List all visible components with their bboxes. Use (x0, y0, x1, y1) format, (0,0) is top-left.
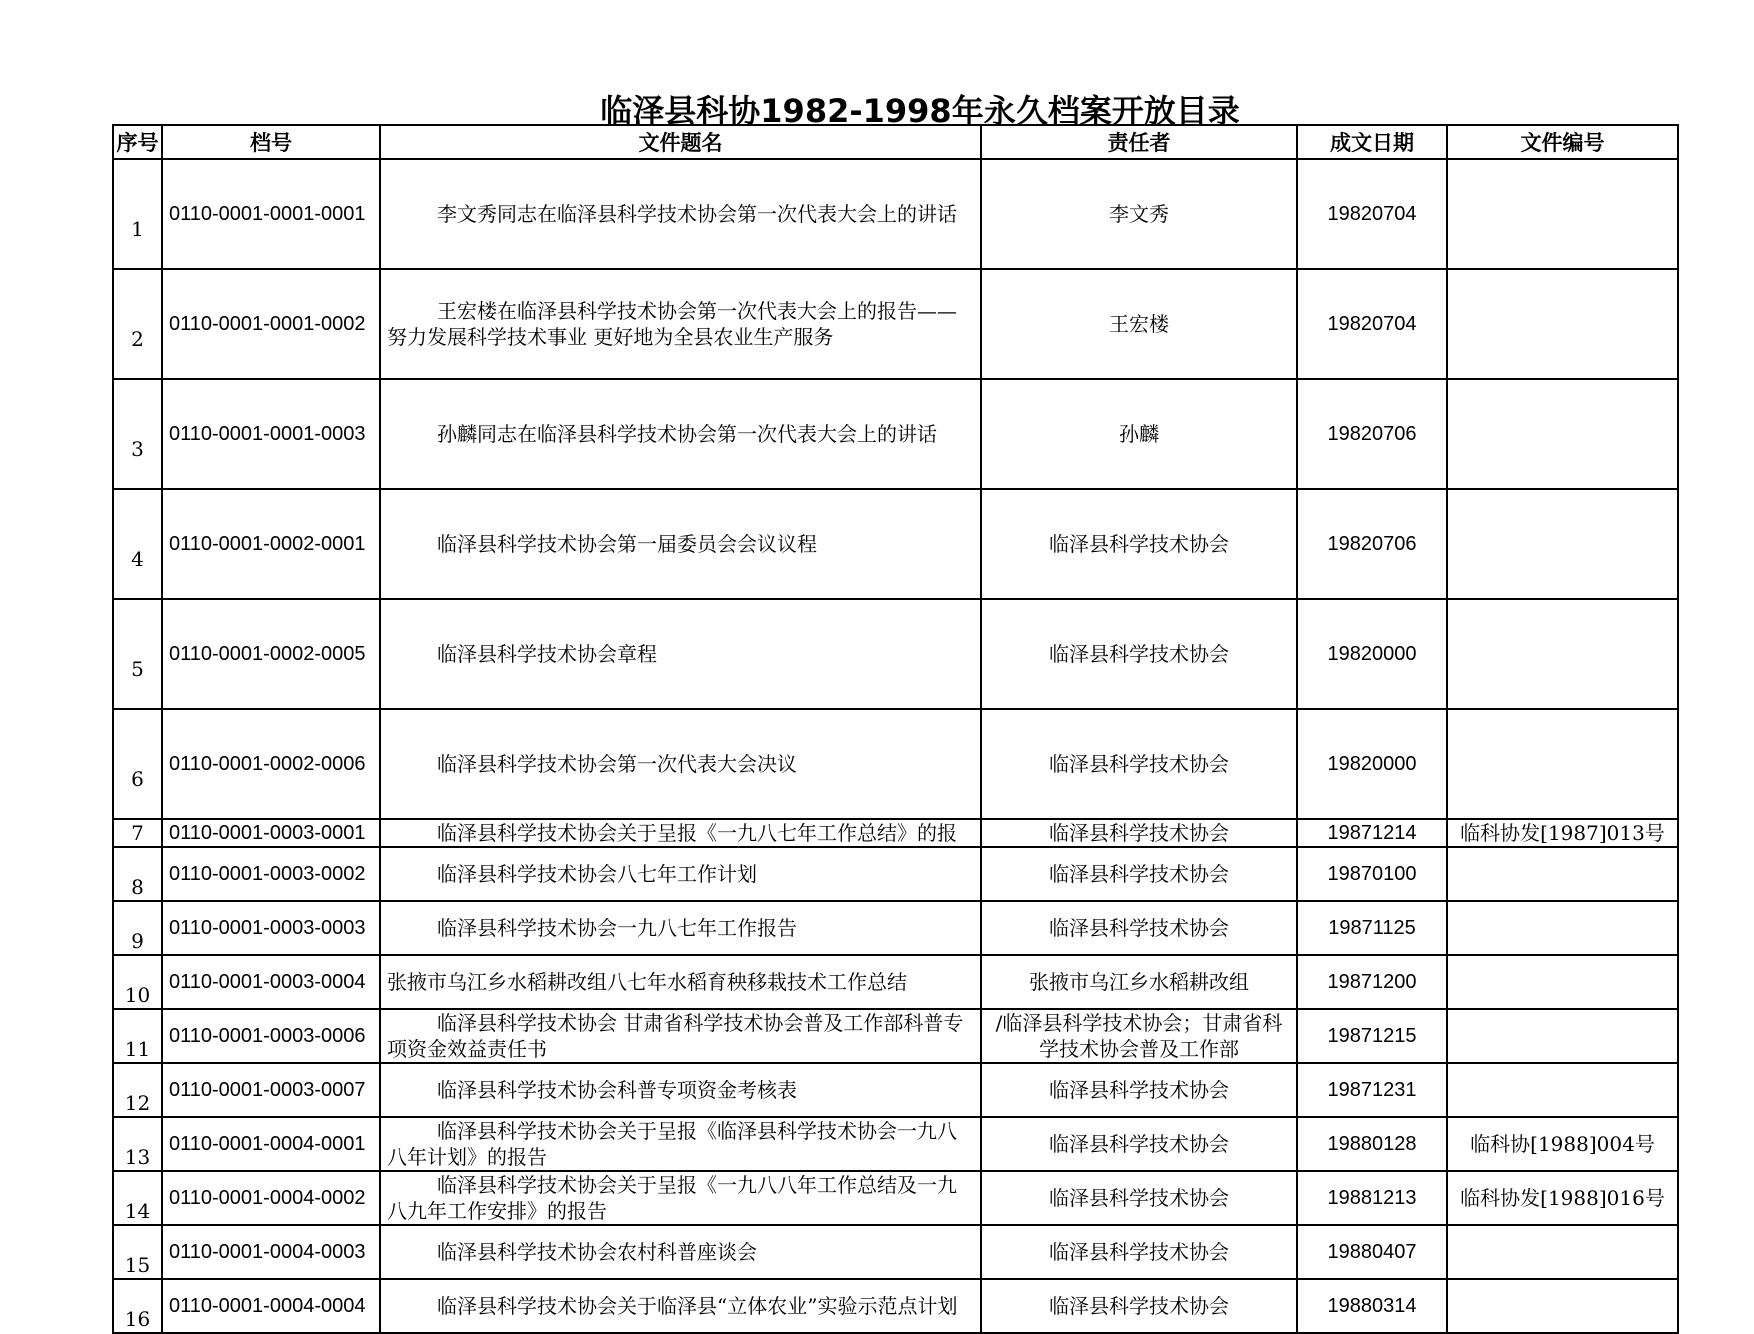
row-number (1447, 1225, 1678, 1279)
row-code: 0110-0001-0001-0002 (162, 269, 380, 379)
row-code: 0110-0001-0001-0003 (162, 379, 380, 489)
table-row (113, 819, 1678, 847)
row-number (1447, 599, 1678, 709)
row-date: 19820000 (1297, 709, 1447, 819)
row-date: 19820704 (1297, 159, 1447, 269)
row-date: 19871125 (1297, 901, 1447, 955)
row-author: 临泽县科学技术协会 (981, 1171, 1297, 1225)
row-code: 0110-0001-0003-0001 (162, 819, 380, 847)
row-seq: 11 (113, 1009, 162, 1063)
row-seq: 3 (113, 379, 162, 489)
row-title: 临泽县科学技术协会章程 (380, 599, 981, 709)
row-date: 19820000 (1297, 599, 1447, 709)
row-title: 临泽县科学技术协会农村科普座谈会 (380, 1225, 981, 1279)
row-code: 0110-0001-0002-0001 (162, 489, 380, 599)
row-number (1447, 489, 1678, 599)
row-number (1447, 1009, 1678, 1063)
row-code: 0110-0001-0004-0002 (162, 1171, 380, 1225)
row-author: 孙麟 (981, 379, 1297, 489)
row-number (1447, 159, 1678, 269)
row-title: 李文秀同志在临泽县科学技术协会第一次代表大会上的讲话 (380, 159, 981, 269)
row-code: 0110-0001-0003-0007 (162, 1063, 380, 1117)
table-row (113, 599, 1678, 709)
row-title: 王宏楼在临泽县科学技术协会第一次代表大会上的报告——努力发展科学技术事业 更好地为全县农业生产服务 (380, 269, 981, 379)
row-title: 张掖市乌江乡水稻耕改组八七年水稻育秧移栽技术工作总结 (380, 955, 981, 1009)
row-date: 19880314 (1297, 1279, 1447, 1333)
column-header-title: 文件题名 (380, 125, 981, 159)
row-number: 临科协[1988]004号 (1447, 1117, 1678, 1171)
row-seq: 12 (113, 1063, 162, 1117)
row-number: 临科协发[1987]013号 (1447, 819, 1678, 847)
row-title: 临泽县科学技术协会一九八七年工作报告 (380, 901, 981, 955)
row-title: 临泽县科学技术协会关于呈报《临泽县科学技术协会一九八八年计划》的报告 (380, 1117, 981, 1171)
row-seq: 8 (113, 847, 162, 901)
row-code: 0110-0001-0003-0002 (162, 847, 380, 901)
table-row (113, 709, 1678, 819)
row-code: 0110-0001-0004-0001 (162, 1117, 380, 1171)
table-row (113, 847, 1678, 901)
row-title: 临泽县科学技术协会第一次代表大会决议 (380, 709, 981, 819)
row-date: 19871214 (1297, 819, 1447, 847)
row-seq: 6 (113, 709, 162, 819)
table-row (113, 1225, 1678, 1279)
row-seq: 7 (113, 819, 162, 847)
row-date: 19880407 (1297, 1225, 1447, 1279)
row-seq: 4 (113, 489, 162, 599)
page-title: 临泽县科协1982-1998年永久档案开放目录 (600, 92, 1240, 130)
row-title: 临泽县科学技术协会 甘肃省科学技术协会普及工作部科普专项资金效益责任书 (380, 1009, 981, 1063)
row-title: 临泽县科学技术协会关于呈报《一九八七年工作总结》的报 (380, 819, 981, 847)
row-number (1447, 955, 1678, 1009)
row-author: 临泽县科学技术协会 (981, 819, 1297, 847)
row-seq: 14 (113, 1171, 162, 1225)
row-number (1447, 269, 1678, 379)
row-title: 临泽县科学技术协会科普专项资金考核表 (380, 1063, 981, 1117)
row-author: 临泽县科学技术协会 (981, 1063, 1297, 1117)
row-seq: 15 (113, 1225, 162, 1279)
row-date: 19871215 (1297, 1009, 1447, 1063)
row-title: 临泽县科学技术协会八七年工作计划 (380, 847, 981, 901)
column-header-date: 成文日期 (1297, 125, 1447, 159)
row-author: 李文秀 (981, 159, 1297, 269)
table-row (113, 159, 1678, 269)
row-title: 孙麟同志在临泽县科学技术协会第一次代表大会上的讲话 (380, 379, 981, 489)
table-row (113, 1171, 1678, 1225)
row-date: 19880128 (1297, 1117, 1447, 1171)
row-number (1447, 709, 1678, 819)
row-code: 0110-0001-0003-0003 (162, 901, 380, 955)
table-row (113, 1063, 1678, 1117)
row-number (1447, 1279, 1678, 1333)
row-author: 王宏楼 (981, 269, 1297, 379)
row-number (1447, 901, 1678, 955)
row-date: 19870100 (1297, 847, 1447, 901)
table-row (113, 901, 1678, 955)
row-title: 临泽县科学技术协会关于呈报《一九八八年工作总结及一九八九年工作安排》的报告 (380, 1171, 981, 1225)
row-author: 临泽县科学技术协会 (981, 489, 1297, 599)
column-header-author: 责任者 (981, 125, 1297, 159)
row-date: 19881213 (1297, 1171, 1447, 1225)
row-author: 临泽县科学技术协会 (981, 901, 1297, 955)
row-seq: 1 (113, 159, 162, 269)
row-code: 0110-0001-0002-0006 (162, 709, 380, 819)
row-seq: 13 (113, 1117, 162, 1171)
row-code: 0110-0001-0004-0004 (162, 1279, 380, 1333)
table-row (113, 379, 1678, 489)
row-code: 0110-0001-0003-0006 (162, 1009, 380, 1063)
row-date: 19820706 (1297, 379, 1447, 489)
row-author: 临泽县科学技术协会 (981, 847, 1297, 901)
table-row (113, 1279, 1678, 1333)
row-code: 0110-0001-0003-0004 (162, 955, 380, 1009)
table-header-row (113, 125, 1678, 159)
table-row (113, 1117, 1678, 1171)
row-seq: 2 (113, 269, 162, 379)
row-author: 临泽县科学技术协会 (981, 709, 1297, 819)
table-row (113, 269, 1678, 379)
row-title: 临泽县科学技术协会第一届委员会会议议程 (380, 489, 981, 599)
row-seq: 10 (113, 955, 162, 1009)
table-row (113, 489, 1678, 599)
row-seq: 16 (113, 1279, 162, 1333)
row-date: 19871231 (1297, 1063, 1447, 1117)
table-row (113, 1009, 1678, 1063)
column-header-code: 档号 (162, 125, 380, 159)
row-number: 临科协发[1988]016号 (1447, 1171, 1678, 1225)
row-code: 0110-0001-0002-0005 (162, 599, 380, 709)
row-seq: 5 (113, 599, 162, 709)
row-author: 临泽县科学技术协会 (981, 1279, 1297, 1333)
row-number (1447, 1063, 1678, 1117)
archive-catalog-table (112, 124, 1679, 1334)
row-number (1447, 379, 1678, 489)
column-header-seq: 序号 (113, 125, 162, 159)
column-header-number: 文件编号 (1447, 125, 1678, 159)
row-date: 19871200 (1297, 955, 1447, 1009)
row-date: 19820706 (1297, 489, 1447, 599)
row-author: 张掖市乌江乡水稻耕改组 (981, 955, 1297, 1009)
row-author: 临泽县科学技术协会 (981, 1117, 1297, 1171)
row-title: 临泽县科学技术协会关于临泽县“立体农业”实验示范点计划 (380, 1279, 981, 1333)
row-date: 19820704 (1297, 269, 1447, 379)
row-number (1447, 847, 1678, 901)
row-author: /临泽县科学技术协会；甘肃省科学技术协会普及工作部 (981, 1009, 1297, 1063)
row-seq: 9 (113, 901, 162, 955)
row-code: 0110-0001-0004-0003 (162, 1225, 380, 1279)
row-author: 临泽县科学技术协会 (981, 1225, 1297, 1279)
row-author: 临泽县科学技术协会 (981, 599, 1297, 709)
table-row (113, 955, 1678, 1009)
row-code: 0110-0001-0001-0001 (162, 159, 380, 269)
